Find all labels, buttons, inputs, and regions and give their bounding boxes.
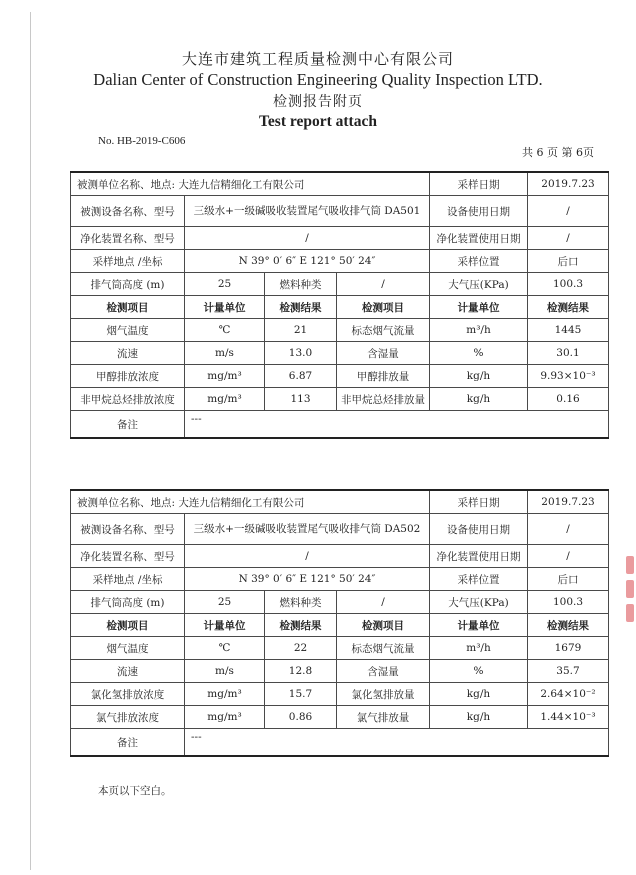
item-cell: 甲醇排放量 <box>337 365 430 388</box>
item-cell: 流速 <box>71 660 185 683</box>
purifier-date-label: 净化装置使用日期 <box>430 545 528 568</box>
result-cell: 113 <box>265 388 337 411</box>
result-cell: 2.64×10⁻² <box>528 683 609 706</box>
equipment-label: 被测设备名称、型号 <box>71 196 185 227</box>
position-value: 后口 <box>528 250 609 273</box>
col-item-header: 检测项目 <box>71 296 185 319</box>
item-cell: 流速 <box>71 342 185 365</box>
position-value: 后口 <box>528 568 609 591</box>
page-count: 共 6 页 第 6页 <box>522 146 594 159</box>
blank-below-note: 本页以下空白。 <box>98 785 172 797</box>
unit-cell: m³/h <box>430 319 528 342</box>
use-date-value: / <box>528 514 609 545</box>
use-date-label: 设备使用日期 <box>430 196 528 227</box>
remarks-value: --- <box>185 411 609 439</box>
location-label: 采样地点 /坐标 <box>71 250 185 273</box>
company-name-cn: 大连市建筑工程质量检测中心有限公司 <box>181 50 454 68</box>
purifier-value: / <box>185 227 430 250</box>
table-row <box>71 683 609 706</box>
tested-unit-value: 大连九信精细化工有限公司 <box>178 496 305 509</box>
result-cell: 6.87 <box>265 365 337 388</box>
report-title-en: Test report attach <box>259 113 377 130</box>
col-result-header: 检测结果 <box>265 296 337 319</box>
equipment-label: 被测设备名称、型号 <box>71 514 185 545</box>
unit-cell: m³/h <box>430 637 528 660</box>
col-unit-header: 计量单位 <box>430 296 528 319</box>
height-label: 排气筒高度 (m) <box>71 273 185 296</box>
fuel-label: 燃料种类 <box>265 273 337 296</box>
col-item-header: 检测项目 <box>71 614 185 637</box>
result-cell: 0.16 <box>528 388 609 411</box>
col-result-header: 检测结果 <box>528 614 609 637</box>
result-cell: 1679 <box>528 637 609 660</box>
table-row <box>71 365 609 388</box>
fuel-value: / <box>337 591 430 614</box>
location-label: 采样地点 /坐标 <box>71 568 185 591</box>
sample-date-value: 2019.7.23 <box>528 172 609 196</box>
result-cell: 35.7 <box>528 660 609 683</box>
result-cell: 21 <box>265 319 337 342</box>
col-item-header: 检测项目 <box>337 614 430 637</box>
page-edge <box>30 12 31 870</box>
position-label: 采样位置 <box>430 568 528 591</box>
result-cell: 22 <box>265 637 337 660</box>
purifier-label: 净化装置名称、型号 <box>71 545 185 568</box>
result-cell: 12.8 <box>265 660 337 683</box>
tested-unit-value: 大连九信精细化工有限公司 <box>178 178 305 191</box>
purifier-value: / <box>185 545 430 568</box>
fuel-label: 燃料种类 <box>265 591 337 614</box>
pressure-label: 大气压(KPa) <box>430 273 528 296</box>
tested-unit-cell <box>71 172 430 196</box>
unit-cell: mg/m³ <box>185 388 265 411</box>
unit-cell: ℃ <box>185 319 265 342</box>
height-value: 25 <box>185 591 265 614</box>
unit-cell: kg/h <box>430 365 528 388</box>
table-row <box>71 319 609 342</box>
item-cell: 氯气排放量 <box>337 706 430 729</box>
item-cell: 含湿量 <box>337 342 430 365</box>
unit-cell: ℃ <box>185 637 265 660</box>
unit-cell: mg/m³ <box>185 683 265 706</box>
unit-cell: mg/m³ <box>185 706 265 729</box>
document-number: No. HB-2019-C606 <box>98 135 186 147</box>
purifier-date-label: 净化装置使用日期 <box>430 227 528 250</box>
table-row <box>71 388 609 411</box>
item-cell: 烟气温度 <box>71 637 185 660</box>
unit-cell: kg/h <box>430 388 528 411</box>
purifier-label: 净化装置名称、型号 <box>71 227 185 250</box>
report-table-2 <box>70 489 609 757</box>
col-unit-header: 计量单位 <box>430 614 528 637</box>
use-date-label: 设备使用日期 <box>430 514 528 545</box>
unit-cell: mg/m³ <box>185 365 265 388</box>
result-cell: 0.86 <box>265 706 337 729</box>
height-label: 排气筒高度 (m) <box>71 591 185 614</box>
item-cell: 标态烟气流量 <box>337 319 430 342</box>
report-table-1 <box>70 171 609 439</box>
result-cell: 30.1 <box>528 342 609 365</box>
table-row <box>71 342 609 365</box>
pressure-label: 大气压(KPa) <box>430 591 528 614</box>
unit-cell: m/s <box>185 342 265 365</box>
result-cell: 13.0 <box>265 342 337 365</box>
tested-unit-cell <box>71 490 430 514</box>
company-name-en: Dalian Center of Construction Engineering Quality Inspection LTD. <box>93 70 543 89</box>
result-cell: 15.7 <box>265 683 337 706</box>
result-cell: 1445 <box>528 319 609 342</box>
pressure-value: 100.3 <box>528 273 609 296</box>
sample-date-label: 采样日期 <box>430 490 528 514</box>
item-cell: 甲醇排放浓度 <box>71 365 185 388</box>
location-value: N 39° 0′ 6″ E 121° 50′ 24″ <box>185 568 430 591</box>
col-unit-header: 计量单位 <box>185 296 265 319</box>
col-unit-header: 计量单位 <box>185 614 265 637</box>
unit-cell: kg/h <box>430 683 528 706</box>
equipment-value: 三级水+一级碱吸收装置尾气吸收排气筒 DA501 <box>185 196 430 227</box>
result-cell: 9.93×10⁻³ <box>528 365 609 388</box>
unit-cell: kg/h <box>430 706 528 729</box>
equipment-value: 三级水+一级碱吸收装置尾气吸收排气筒 DA502 <box>185 514 430 545</box>
pressure-value: 100.3 <box>528 591 609 614</box>
item-cell: 氯化氢排放量 <box>337 683 430 706</box>
purifier-date-value: / <box>528 545 609 568</box>
tested-unit-label: 被测单位名称、地点: <box>77 496 176 509</box>
table-row <box>71 637 609 660</box>
fuel-value: / <box>337 273 430 296</box>
report-subtitle-cn: 检测报告附页 <box>273 94 363 110</box>
unit-cell: m/s <box>185 660 265 683</box>
remarks-label: 备注 <box>71 411 185 439</box>
item-cell: 非甲烷总烃排放浓度 <box>71 388 185 411</box>
unit-cell: % <box>430 660 528 683</box>
item-cell: 烟气温度 <box>71 319 185 342</box>
remarks-label: 备注 <box>71 729 185 757</box>
unit-cell: % <box>430 342 528 365</box>
item-cell: 氯化氢排放浓度 <box>71 683 185 706</box>
use-date-value: / <box>528 196 609 227</box>
item-cell: 非甲烷总烃排放量 <box>337 388 430 411</box>
seal-stamp-fragment <box>626 550 636 660</box>
item-cell: 含湿量 <box>337 660 430 683</box>
position-label: 采样位置 <box>430 250 528 273</box>
item-cell: 标态烟气流量 <box>337 637 430 660</box>
sample-date-label: 采样日期 <box>430 172 528 196</box>
remarks-value: --- <box>185 729 609 757</box>
result-cell: 1.44×10⁻³ <box>528 706 609 729</box>
height-value: 25 <box>185 273 265 296</box>
item-cell: 氯气排放浓度 <box>71 706 185 729</box>
col-result-header: 检测结果 <box>528 296 609 319</box>
table-row <box>71 706 609 729</box>
location-value: N 39° 0′ 6″ E 121° 50′ 24″ <box>185 250 430 273</box>
tested-unit-label: 被测单位名称、地点: <box>77 178 176 191</box>
table-row <box>71 660 609 683</box>
col-result-header: 检测结果 <box>265 614 337 637</box>
purifier-date-value: / <box>528 227 609 250</box>
sample-date-value: 2019.7.23 <box>528 490 609 514</box>
col-item-header: 检测项目 <box>337 296 430 319</box>
